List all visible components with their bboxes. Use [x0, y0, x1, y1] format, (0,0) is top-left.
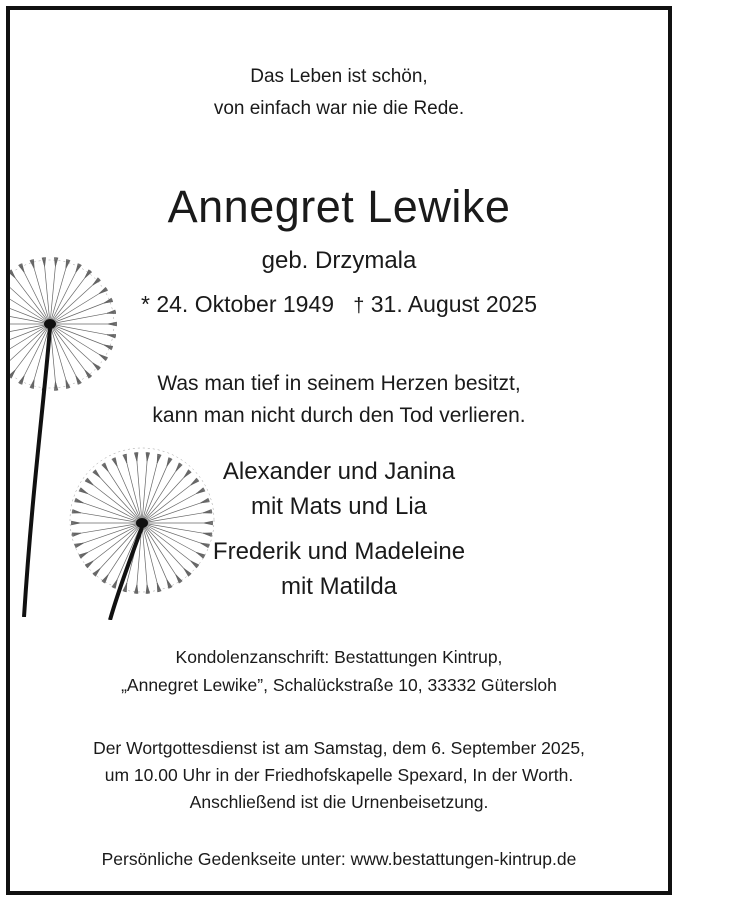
family-member: mit Matilda — [280, 573, 398, 600]
deceased-name: Annegret Lewike — [167, 181, 511, 232]
quote-line: Was man tief in seinem Herzen besitzt, — [157, 372, 521, 395]
life-dates — [10, 289, 668, 321]
family-member: mit Mats und Lia — [250, 493, 428, 520]
condolence-line: „Annegret Lewike”, Schalückstraße 10, 33332 Gütersloh — [121, 675, 557, 695]
born-date: 24. Oktober 1949 — [156, 291, 335, 317]
obituary-card — [6, 6, 672, 895]
birth-name: geb. Drzymala — [261, 247, 417, 274]
quote-line: kann man nicht durch den Tod verlieren. — [152, 404, 526, 427]
condolence-line: Kondolenzanschrift: Bestattungen Kintrup, — [175, 647, 503, 667]
motto-line: Das Leben ist schön, — [250, 66, 428, 87]
family-member: Alexander und Janina — [222, 458, 456, 485]
death-symbol: † — [353, 295, 365, 317]
service-line: um 10.00 Uhr in der Friedhofskapelle Spexard, In der Worth. — [104, 765, 574, 785]
service-line: Anschließend ist die Urnenbeisetzung. — [189, 792, 489, 812]
motto-line: von einfach war nie die Rede. — [213, 98, 465, 119]
death-date: 31. August 2025 — [370, 291, 538, 317]
born-symbol: * — [140, 291, 150, 317]
memorial-link[interactable]: Persönliche Gedenkseite unter: www.bestattungen-kintrup.de — [101, 849, 577, 869]
family-member: Frederik und Madeleine — [212, 538, 466, 565]
service-line: Der Wortgottesdienst ist am Samstag, dem 6. September 2025, — [93, 738, 585, 758]
